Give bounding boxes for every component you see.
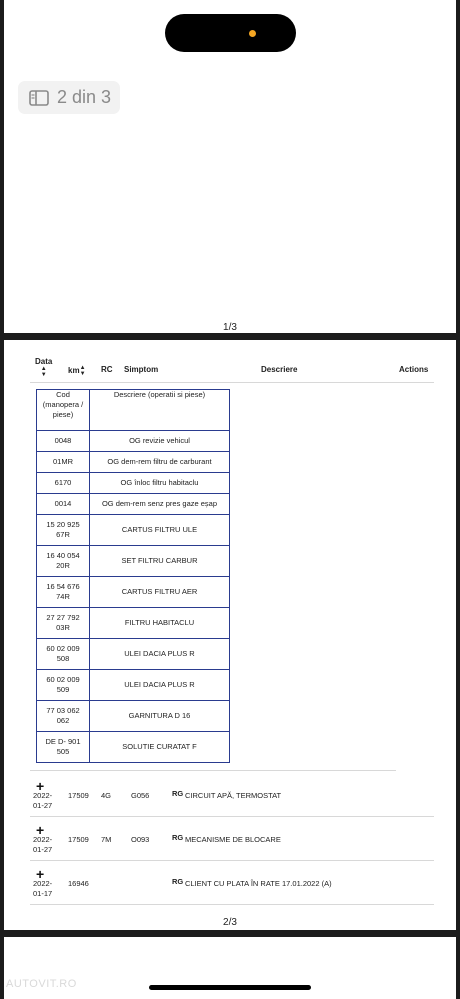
subtable-row [37, 701, 230, 732]
home-indicator[interactable] [149, 985, 311, 990]
detail-subtable [36, 389, 230, 763]
row-km: 16946 [68, 879, 89, 888]
row-simptom: G056 [131, 791, 150, 800]
subtable-row [37, 546, 230, 577]
column-header-actions: Actions [399, 365, 429, 374]
sort-icon: ▲ ▼ [79, 365, 86, 377]
row-rc: 7M [101, 835, 112, 844]
row-tag: RG [172, 877, 184, 886]
page-1-number: 1/3 [223, 322, 237, 333]
subtable-row [37, 494, 230, 515]
header-divider [30, 382, 434, 383]
subtable-row [37, 452, 230, 473]
row-simptom: O093 [131, 835, 150, 844]
column-header-data[interactable]: Data ▲ ▼ [35, 357, 53, 378]
subtable-row [37, 390, 230, 431]
column-header-rc: RC [101, 365, 113, 374]
subtable-row [37, 732, 230, 763]
subtable-code: 60 02 009 509 [37, 670, 90, 701]
subtable-description: GARNITURA D 16 [90, 701, 230, 732]
subtable-code: Cod (manopera / piese) [37, 390, 90, 431]
expand-row-icon[interactable]: + [36, 822, 45, 838]
sort-icon: ▲ ▼ [40, 366, 47, 378]
row-km: 17509 [68, 835, 89, 844]
column-header-km[interactable]: km▲ ▼ [68, 365, 86, 377]
subtable-row [37, 639, 230, 670]
row-date: 2022-01-27 [33, 791, 53, 810]
subtable-code: 0014 [37, 494, 90, 515]
subtable-row [37, 577, 230, 608]
subtable-code: 15 20 925 67R [37, 515, 90, 546]
recording-indicator-icon [249, 30, 256, 37]
subtable-description: CARTUS FILTRU ULE [90, 515, 230, 546]
subtable-description: FILTRU HABITACLU [90, 608, 230, 639]
sidebar-icon [29, 90, 49, 106]
subtable-row [37, 431, 230, 452]
watermark-logo: AUTOVIT.RO [6, 978, 77, 990]
row-date: 2022-01-27 [33, 835, 53, 854]
subtable-code: 60 02 009 508 [37, 639, 90, 670]
row-descriere: CLIENT CU PLATA ÎN RATE 17.01.2022 (A) [185, 879, 332, 888]
column-header-simptom: Simptom [124, 365, 159, 374]
subtable-description: OG înloc filtru habitaclu [90, 473, 230, 494]
page-indicator-label: 2 din 3 [57, 87, 112, 107]
row-tag: RG [172, 789, 184, 798]
subtable-code: 6170 [37, 473, 90, 494]
subtable-code: 27 27 792 03R [37, 608, 90, 639]
row-km: 17509 [68, 791, 89, 800]
subtable-code: 16 54 676 74R [37, 577, 90, 608]
subtable-row [37, 608, 230, 639]
subtable-description: Descriere (operatii si piese) [90, 390, 230, 431]
subtable-code: 16 40 054 20R [37, 546, 90, 577]
column-header-descriere: Descriere [261, 365, 298, 374]
subtable-row [37, 515, 230, 546]
row-date: 2022-01-17 [33, 879, 53, 898]
subtable-code: 01MR [37, 452, 90, 473]
expand-row-icon[interactable]: + [36, 778, 45, 794]
subtable-description: OG dem-rem senz pres gaze eșap [90, 494, 230, 515]
subtable-description: ULEI DACIA PLUS R [90, 639, 230, 670]
subtable-code: DE D- 901 505 [37, 732, 90, 763]
row-tag: RG [172, 833, 184, 842]
subtable-description: CARTUS FILTRU AER [90, 577, 230, 608]
subtable-row [37, 670, 230, 701]
dynamic-island [165, 14, 296, 52]
subtable-description: SET FILTRU CARBUR [90, 546, 230, 577]
row-descriere: CIRCUIT APĂ, TERMOSTAT [185, 791, 282, 800]
row-divider [30, 816, 434, 817]
subtable-code: 77 03 062 062 [37, 701, 90, 732]
row-divider [30, 904, 434, 905]
expand-row-icon[interactable]: + [36, 866, 45, 882]
subtable-description: OG dem-rem filtru de carburant [90, 452, 230, 473]
subtable-description: ULEI DACIA PLUS R [90, 670, 230, 701]
row-divider [30, 770, 396, 771]
subtable-row [37, 473, 230, 494]
page-indicator[interactable] [18, 81, 120, 114]
subtable-description: OG revizie vehicul [90, 431, 230, 452]
row-descriere: MECANISME DE BLOCARE [185, 835, 281, 844]
page-2-number: 2/3 [223, 917, 237, 928]
subtable-description: SOLUTIE CURATAT F [90, 732, 230, 763]
row-divider [30, 860, 434, 861]
row-rc: 4G [101, 791, 112, 800]
subtable-code: 0048 [37, 431, 90, 452]
